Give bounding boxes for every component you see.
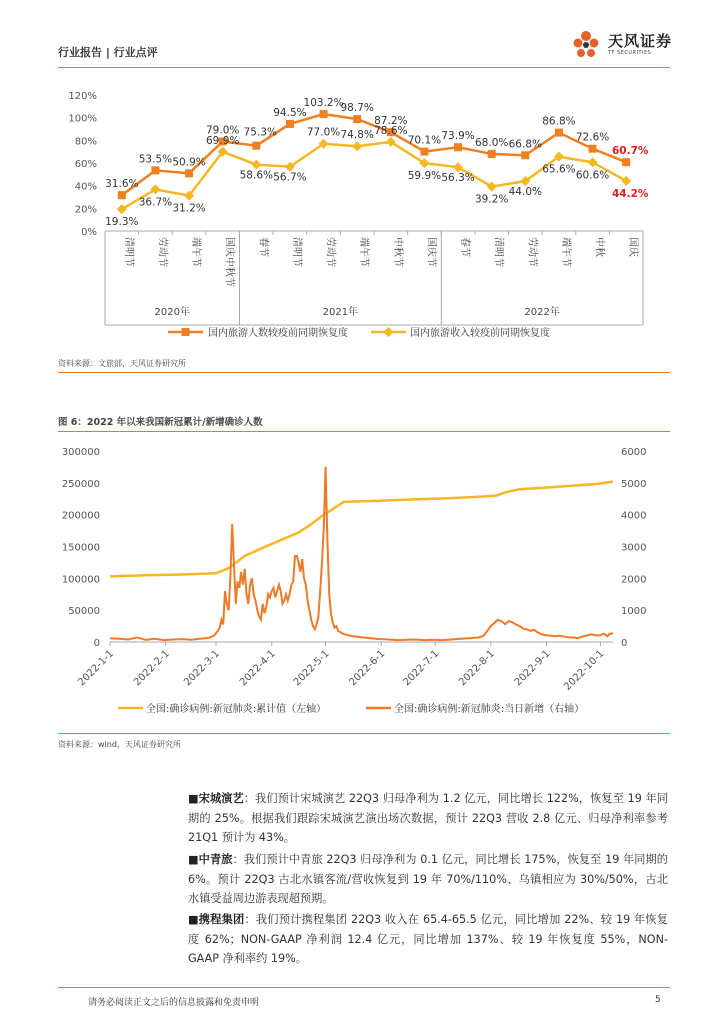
paragraph-body: ：我们预计宋城演艺 22Q3 归母净利为 1.2 亿元，同比增长 122%，恢复至 19 年同期的 25%。根据我们跟踪宋城演艺演出场次数据，预计 22Q3 营收 2.8 亿元、归母净利率参考 21Q1 预计为 43%。 [188,792,668,844]
x-category-label: 端午节 [358,237,370,267]
x-category-label: 国庆 [627,237,639,257]
x-category-label: 春节 [459,237,471,257]
left-axis-tick: 200000 [61,510,100,522]
x-category-label: 国庆中秋节 [223,237,235,287]
logo-text: 天风证券 [608,32,673,50]
legend-label: 国内旅游收入较疫前同期恢复度 [410,328,550,339]
data-point-square [420,148,428,156]
data-label: 78.6% [374,124,408,137]
x-category-label: 中秋节 [391,237,403,267]
chart2-divider [58,733,670,734]
page-number: 5 [655,995,661,1005]
chart1-divider [58,372,670,373]
paragraph-songcheng [188,789,668,848]
group-label: 2022年 [524,307,560,318]
data-label: 44.2% [611,187,649,200]
right-axis-tick: 0 [621,638,628,649]
x-tick-label: 2022-3-1 [182,648,223,689]
x-tick-label: 2022-9-1 [512,648,553,689]
data-label: 70.1% [407,134,442,147]
x-category-label: 清明节 [290,237,302,267]
data-point-square [252,142,260,150]
data-label: 79.0% [206,124,240,137]
y-tick-label: 0% [81,227,97,238]
report-section-label: 行业报告 | 行业点评 [58,46,158,59]
data-label: 98.7% [340,102,374,115]
x-tick-label: 2022-1-1 [76,648,117,689]
x-tick-label: 2022-4-1 [237,648,278,689]
data-point-square [320,110,328,118]
series-line [110,482,613,577]
left-axis-tick: 100000 [61,574,100,586]
figure6-title: 图 6：2022 年以来我国新冠累计/新增确诊人数 [58,417,263,428]
data-label: 66.8% [508,138,542,151]
x-tick-label: 2022-6-1 [347,648,388,689]
left-axis-tick: 150000 [61,542,100,554]
paragraph-head: ■携程集团 [188,913,245,926]
x-category-label: 劳动节 [324,237,336,267]
data-label: 74.8% [340,129,374,142]
data-label: 59.9% [407,170,442,183]
data-label: 75.3% [243,126,277,139]
chart1-source: 资料来源：文旅部，天风证券研究所 [58,359,186,368]
paragraph-head: ■宋城演艺 [188,792,244,805]
logo-flower-icon [570,28,606,60]
x-category-label: 中秋 [593,237,605,257]
x-category-label: 清明节 [122,237,134,267]
left-axis-tick: 0 [93,638,100,649]
y-tick-label: 120% [68,91,97,102]
left-axis-tick: 300000 [61,447,100,458]
data-point-square [118,191,126,199]
group-label: 2021年 [322,307,359,318]
data-label: 103.2% [303,97,344,110]
data-point-square [454,143,462,151]
paragraph-cyts [188,850,668,909]
data-label: 65.6% [542,163,576,176]
data-point-square [488,150,496,158]
data-point-square [353,115,361,123]
x-category-label: 端午节 [559,237,571,267]
data-label: 60.6% [575,169,610,182]
data-label: 58.6% [239,169,273,182]
data-point-diamond [621,176,631,186]
x-category-label: 端午节 [190,237,202,267]
right-axis-tick: 4000 [621,510,647,522]
y-tick-label: 60% [74,159,97,170]
data-point-diamond [487,182,497,192]
x-tick-label: 2022-7-1 [401,648,442,689]
paragraph-body: ：我们预计中青旅 22Q3 归母净利为 0.1 亿元，同比增长 175%，恢复至 19 年同期的 6%。预计 22Q3 古北水镇客流/营收恢复到 19 年 70%/110%、乌镇相应为 30%/50%，古北水镇受益周边游表现超预期。 [188,853,668,905]
x-category-label: 春节 [257,237,269,257]
data-label: 31.6% [105,178,139,191]
data-label: 39.2% [475,193,509,206]
data-point-diamond [251,160,261,170]
data-label: 56.7% [273,171,307,184]
left-axis-tick: 250000 [61,478,100,490]
data-point-square [589,145,597,153]
y-tick-label: 100% [68,113,97,125]
x-category-label: 劳动节 [526,237,538,267]
data-point-diamond [453,162,463,172]
x-tick-label: 2022-10-1 [562,648,607,693]
data-label: 69.9% [206,134,240,147]
data-label: 87.2% [374,115,408,128]
paragraph-body: ：我们预计携程集团 22Q3 收入在 65.4-65.5 亿元，同比增加 22%、较 19 年恢复度 62%；NON-GAAP 净利润 12.4 亿元，同比增加 137%、较 19 年恢复度 55%，NON-GAAP 净利率约 19%。 [188,913,669,965]
legend-label: 全国:确诊病例:新冠肺炎:累计值（左轴） [146,704,327,715]
x-tick-label: 2022-5-1 [291,648,332,689]
x-category-label: 国庆节 [425,237,437,267]
data-label: 72.6% [575,131,610,144]
data-label: 50.9% [172,156,206,169]
data-label: 60.7% [611,145,649,158]
data-label: 44.0% [508,186,542,199]
tourism-recovery-chart [58,80,670,350]
legend-label: 国内旅游人数较疫前同期恢复度 [208,328,348,339]
y-tick-label: 80% [74,136,97,148]
right-axis-tick: 6000 [621,447,647,458]
figure6-title-divider [58,431,670,432]
logo-english-text: TF SECURITIES [608,50,652,56]
data-label: 56.3% [441,172,475,185]
right-axis-tick: 1000 [621,606,647,618]
covid-cases-chart [58,438,670,728]
footer-divider [58,987,670,988]
legend-marker-diamond [384,327,394,337]
group-label: 2020年 [154,307,190,318]
company-logo [570,28,680,60]
chart2-source: 资料来源：wind，天风证券研究所 [58,740,181,749]
data-label: 94.5% [273,106,307,119]
data-label: 77.0% [306,126,341,139]
legend-marker-square [182,328,190,336]
footer-disclaimer: 请务必阅读正文之后的信息披露和免责申明 [88,998,260,1008]
y-tick-label: 40% [74,181,97,193]
data-point-square [521,151,529,159]
x-category-label: 劳动节 [156,237,168,267]
paragraph-trip [188,910,668,969]
y-tick-label: 20% [74,204,97,216]
paragraph-head: ■中青旅 [188,853,233,866]
data-point-square [622,158,630,166]
data-label: 73.9% [441,130,475,143]
data-point-square [151,166,159,174]
series-line [110,467,613,640]
data-label: 31.2% [172,202,206,215]
data-point-diamond [352,141,362,151]
data-point-square [286,120,294,128]
data-point-square [185,169,193,177]
x-tick-label: 2022-8-1 [457,648,497,689]
right-axis-tick: 3000 [621,542,647,554]
data-point-square [555,129,563,137]
data-label: 86.8% [542,115,576,128]
data-label: 36.7% [138,196,173,209]
header-divider [58,67,670,68]
data-label: 53.5% [138,153,173,166]
left-axis-tick: 50000 [68,606,100,618]
legend-label: 全国:确诊病例:新冠肺炎:当日新增（右轴） [394,704,585,715]
data-label: 19.3% [105,216,139,229]
data-point-diamond [588,157,598,167]
data-label: 68.0% [475,136,509,149]
x-tick-label: 2022-2-1 [131,648,172,689]
right-axis-tick: 5000 [621,478,647,490]
x-category-label: 清明节 [492,237,504,267]
right-axis-tick: 2000 [621,574,647,586]
